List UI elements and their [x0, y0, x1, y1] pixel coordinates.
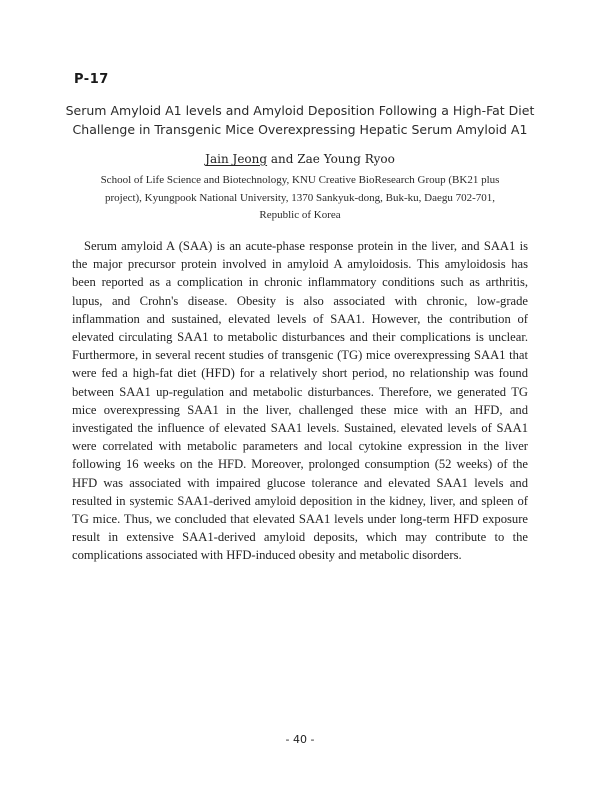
- affiliation-line: Republic of Korea: [259, 209, 341, 221]
- poster-id: P-17: [74, 72, 109, 87]
- title-line: Challenge in Transgenic Mice Overexpressing Hepatic Serum Amyloid A1: [72, 122, 528, 137]
- abstract-body: Serum amyloid A (SAA) is an acute-phase response protein in the liver, and SAA1 is the major precursor protein involved in amyloid A amyloidosis. This amyloidosis has been reported as a complication in chronic inflammatory conditions such as arthritis, lupus, and Crohn's disease. Obesity is also associated with chronic, low-grade inflammation and sustained, elevated levels of SAA1. However, the contribution of elevated circulating SAA1 to metabolic disturbances and their complications is unclear. Furthermore, in several recent studies of transgenic (TG) mice overexpressing SAA1 that were fed a high-fat diet (HFD) for a relatively short period, no relationship was found between SAA1 up-regulation and metabolic disturbances. Therefore, we generated TG mice overexpressing SAA1 in the liver, challenged these mice with an HFD, and investigated the influence of elevated SAA1 levels. Sustained, elevated levels of SAA1 were correlated with metabolic parameters and local cytokine expression in the liver following 16 weeks on the HFD. Moreover, prolonged consumption (52 weeks) of the HFD was associated with impaired glucose tolerance and elevated SAA1 levels and resulted in systemic SAA1-derived amyloid deposition in the kidney, liver, and spleen of TG mice. Thus, we concluded that elevated SAA1 levels under long-term HFD exposure result in extensive SAA1-derived amyloid deposits, which may contribute to the complications associated with HFD-induced obesity and metabolic disorders.: [72, 239, 528, 563]
- affiliation-line: School of Life Science and Biotechnology, KNU Creative BioResearch Group (BK21 plus: [100, 174, 500, 186]
- paper-title: [60, 101, 540, 139]
- affiliation-line: project), Kyungpook National University, 1370 Sankyuk-dong, Buk-ku, Daegu 702-701,: [104, 191, 496, 204]
- coauthor: Zae Young Ryoo: [297, 152, 395, 166]
- title-line: Serum Amyloid A1 levels and Amyloid Deposition Following a High-Fat Diet: [65, 103, 535, 118]
- author-connector: and: [267, 152, 298, 166]
- presenting-author: Jain Jeong: [205, 152, 268, 166]
- affiliation: [76, 172, 524, 225]
- author-list: [60, 152, 540, 166]
- page-number: - 40 -: [285, 733, 315, 746]
